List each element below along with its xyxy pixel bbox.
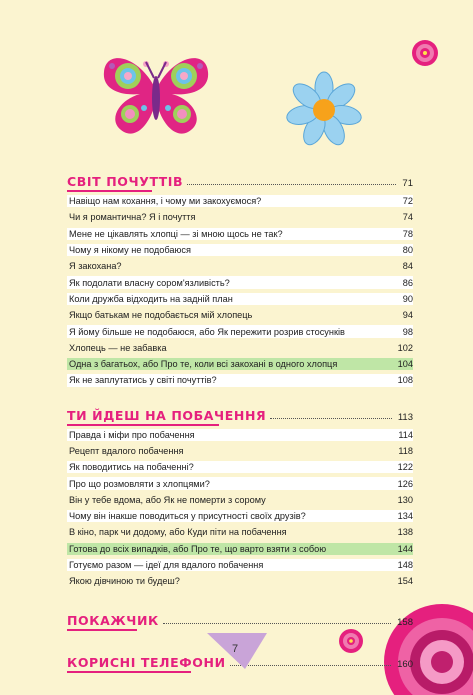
entry-page-number: 98: [402, 326, 413, 337]
entry-title: В кіно, парк чи додому, або Куди піти на побачення: [69, 527, 287, 538]
toc-entry[interactable]: [67, 340, 413, 356]
entry-title: Правда і міфи про побачення: [69, 429, 195, 440]
spacer: [67, 389, 413, 397]
toc-entry[interactable]: [67, 372, 413, 388]
entry-page-number: 74: [402, 212, 413, 223]
section-page-number: 113: [397, 411, 413, 423]
section-title: КОРИСНІ ТЕЛЕФОНИ: [67, 654, 226, 670]
section-underline: [67, 671, 191, 673]
toc-entry[interactable]: [67, 307, 413, 323]
butterfly-icon: [100, 50, 212, 138]
entry-title: Як подолати власну сором'язливість?: [69, 277, 230, 288]
entry-page-number: 118: [398, 446, 413, 456]
toc-entry[interactable]: [67, 242, 413, 258]
entry-page-number: 104: [397, 359, 413, 370]
toc-entry[interactable]: [67, 443, 413, 459]
entry-page-number: 114: [398, 429, 413, 440]
spacer: [67, 590, 413, 602]
section-heading[interactable]: [67, 608, 413, 628]
entry-title: Як поводитись на побаченні?: [69, 462, 194, 473]
entry-title: Готова до всіх випадків, або Про те, що варто взяти з собою: [69, 543, 327, 554]
dot-leader: [187, 184, 396, 185]
section-page-number: 158: [397, 616, 413, 628]
section-title: СВІТ ПОЧУТТІВ: [67, 174, 184, 189]
toc-entry[interactable]: [67, 209, 413, 225]
entry-page-number: 90: [402, 293, 413, 304]
entry-page-number: 84: [402, 261, 413, 272]
entry-title: Навіщо нам кохання, і чому ми закохуємося?: [69, 196, 262, 207]
table-of-contents: [67, 163, 413, 674]
entry-page-number: 126: [397, 478, 413, 489]
entry-title: Про що розмовляти з хлопцями?: [69, 478, 210, 489]
entry-page-number: 80: [402, 245, 413, 256]
entry-page-number: 148: [397, 560, 413, 571]
toc-entry[interactable]: [67, 557, 413, 573]
entry-title: Чому він інакше поводиться у присутності своїх друзів?: [69, 511, 306, 522]
entry-title: Одна з багатьох, або Про те, коли всі закохані в одного хлопця: [69, 359, 338, 370]
entry-page-number: 122: [397, 462, 413, 473]
pink-flower-icon: [410, 38, 440, 68]
toc-entry[interactable]: [67, 356, 413, 372]
toc-entry[interactable]: [67, 492, 413, 508]
entry-title: Готуємо разом — ідеї для вдалого побачення: [69, 560, 264, 571]
entry-page-number: 130: [397, 494, 413, 505]
entry-page-number: 94: [402, 310, 413, 321]
entry-page-number: 108: [397, 375, 413, 386]
entry-title: Рецепт вдалого побачення: [69, 446, 184, 456]
toc-entry[interactable]: [67, 541, 413, 557]
section-heading[interactable]: [67, 169, 413, 189]
toc-entry[interactable]: [67, 475, 413, 491]
entry-title: Я йому більше не подобаюся, або Як пережити розрив стосунків: [69, 326, 345, 337]
section-underline: [67, 190, 152, 192]
section-heading[interactable]: [67, 403, 413, 423]
toc-entry[interactable]: [67, 508, 413, 524]
entry-title: Якою дівчиною ти будеш?: [69, 576, 180, 587]
entry-page-number: 86: [402, 277, 413, 288]
section-title: ПОКАЖЧИК: [67, 612, 159, 628]
entry-title: Мене не цікавлять хлопці — зі мною щось не так?: [69, 228, 283, 239]
entry-page-number: 72: [402, 196, 413, 207]
entry-title: Хлопець — не забавка: [69, 342, 167, 353]
entry-page-number: 102: [397, 342, 413, 353]
section-page-number: 71: [402, 178, 413, 189]
dot-leader: [270, 418, 392, 419]
section-title: ТИ ЙДЕШ НА ПОБАЧЕННЯ: [67, 407, 267, 423]
toc-entry[interactable]: [67, 459, 413, 475]
entry-title: Коли дружба відходить на задній план: [69, 293, 233, 304]
section-page-number: 160: [397, 658, 413, 670]
toc-entry[interactable]: [67, 323, 413, 339]
toc-entry[interactable]: [67, 573, 413, 589]
toc-entry[interactable]: [67, 258, 413, 274]
page-number: 7: [232, 643, 239, 655]
entry-title: Чи я романтична? Я і почуття: [69, 212, 196, 223]
entry-title: Я закохана?: [69, 261, 122, 272]
entry-title: Чому я нікому не подобаюся: [69, 245, 191, 256]
entry-page-number: 138: [397, 527, 413, 538]
toc-entry[interactable]: [67, 291, 413, 307]
entry-page-number: 144: [397, 543, 413, 554]
toc-entry[interactable]: [67, 274, 413, 290]
toc-entry[interactable]: [67, 427, 413, 443]
section-underline: [67, 424, 219, 426]
daisy-flower-icon: [286, 70, 362, 152]
toc-entry[interactable]: [67, 524, 413, 540]
dot-leader: [163, 623, 391, 624]
entry-page-number: 154: [397, 576, 413, 587]
entry-page-number: 134: [397, 511, 413, 522]
section-underline: [67, 629, 137, 631]
toc-entry[interactable]: [67, 226, 413, 242]
entry-title: Він у тебе вдома, або Як не померти з сорому: [69, 494, 266, 505]
entry-page-number: 78: [402, 228, 413, 239]
entry-title: Як не заплутатись у світі почуттів?: [69, 375, 217, 386]
toc-entry[interactable]: [67, 193, 413, 209]
entry-title: Якщо батькам не подобається мій хлопець: [69, 310, 253, 321]
